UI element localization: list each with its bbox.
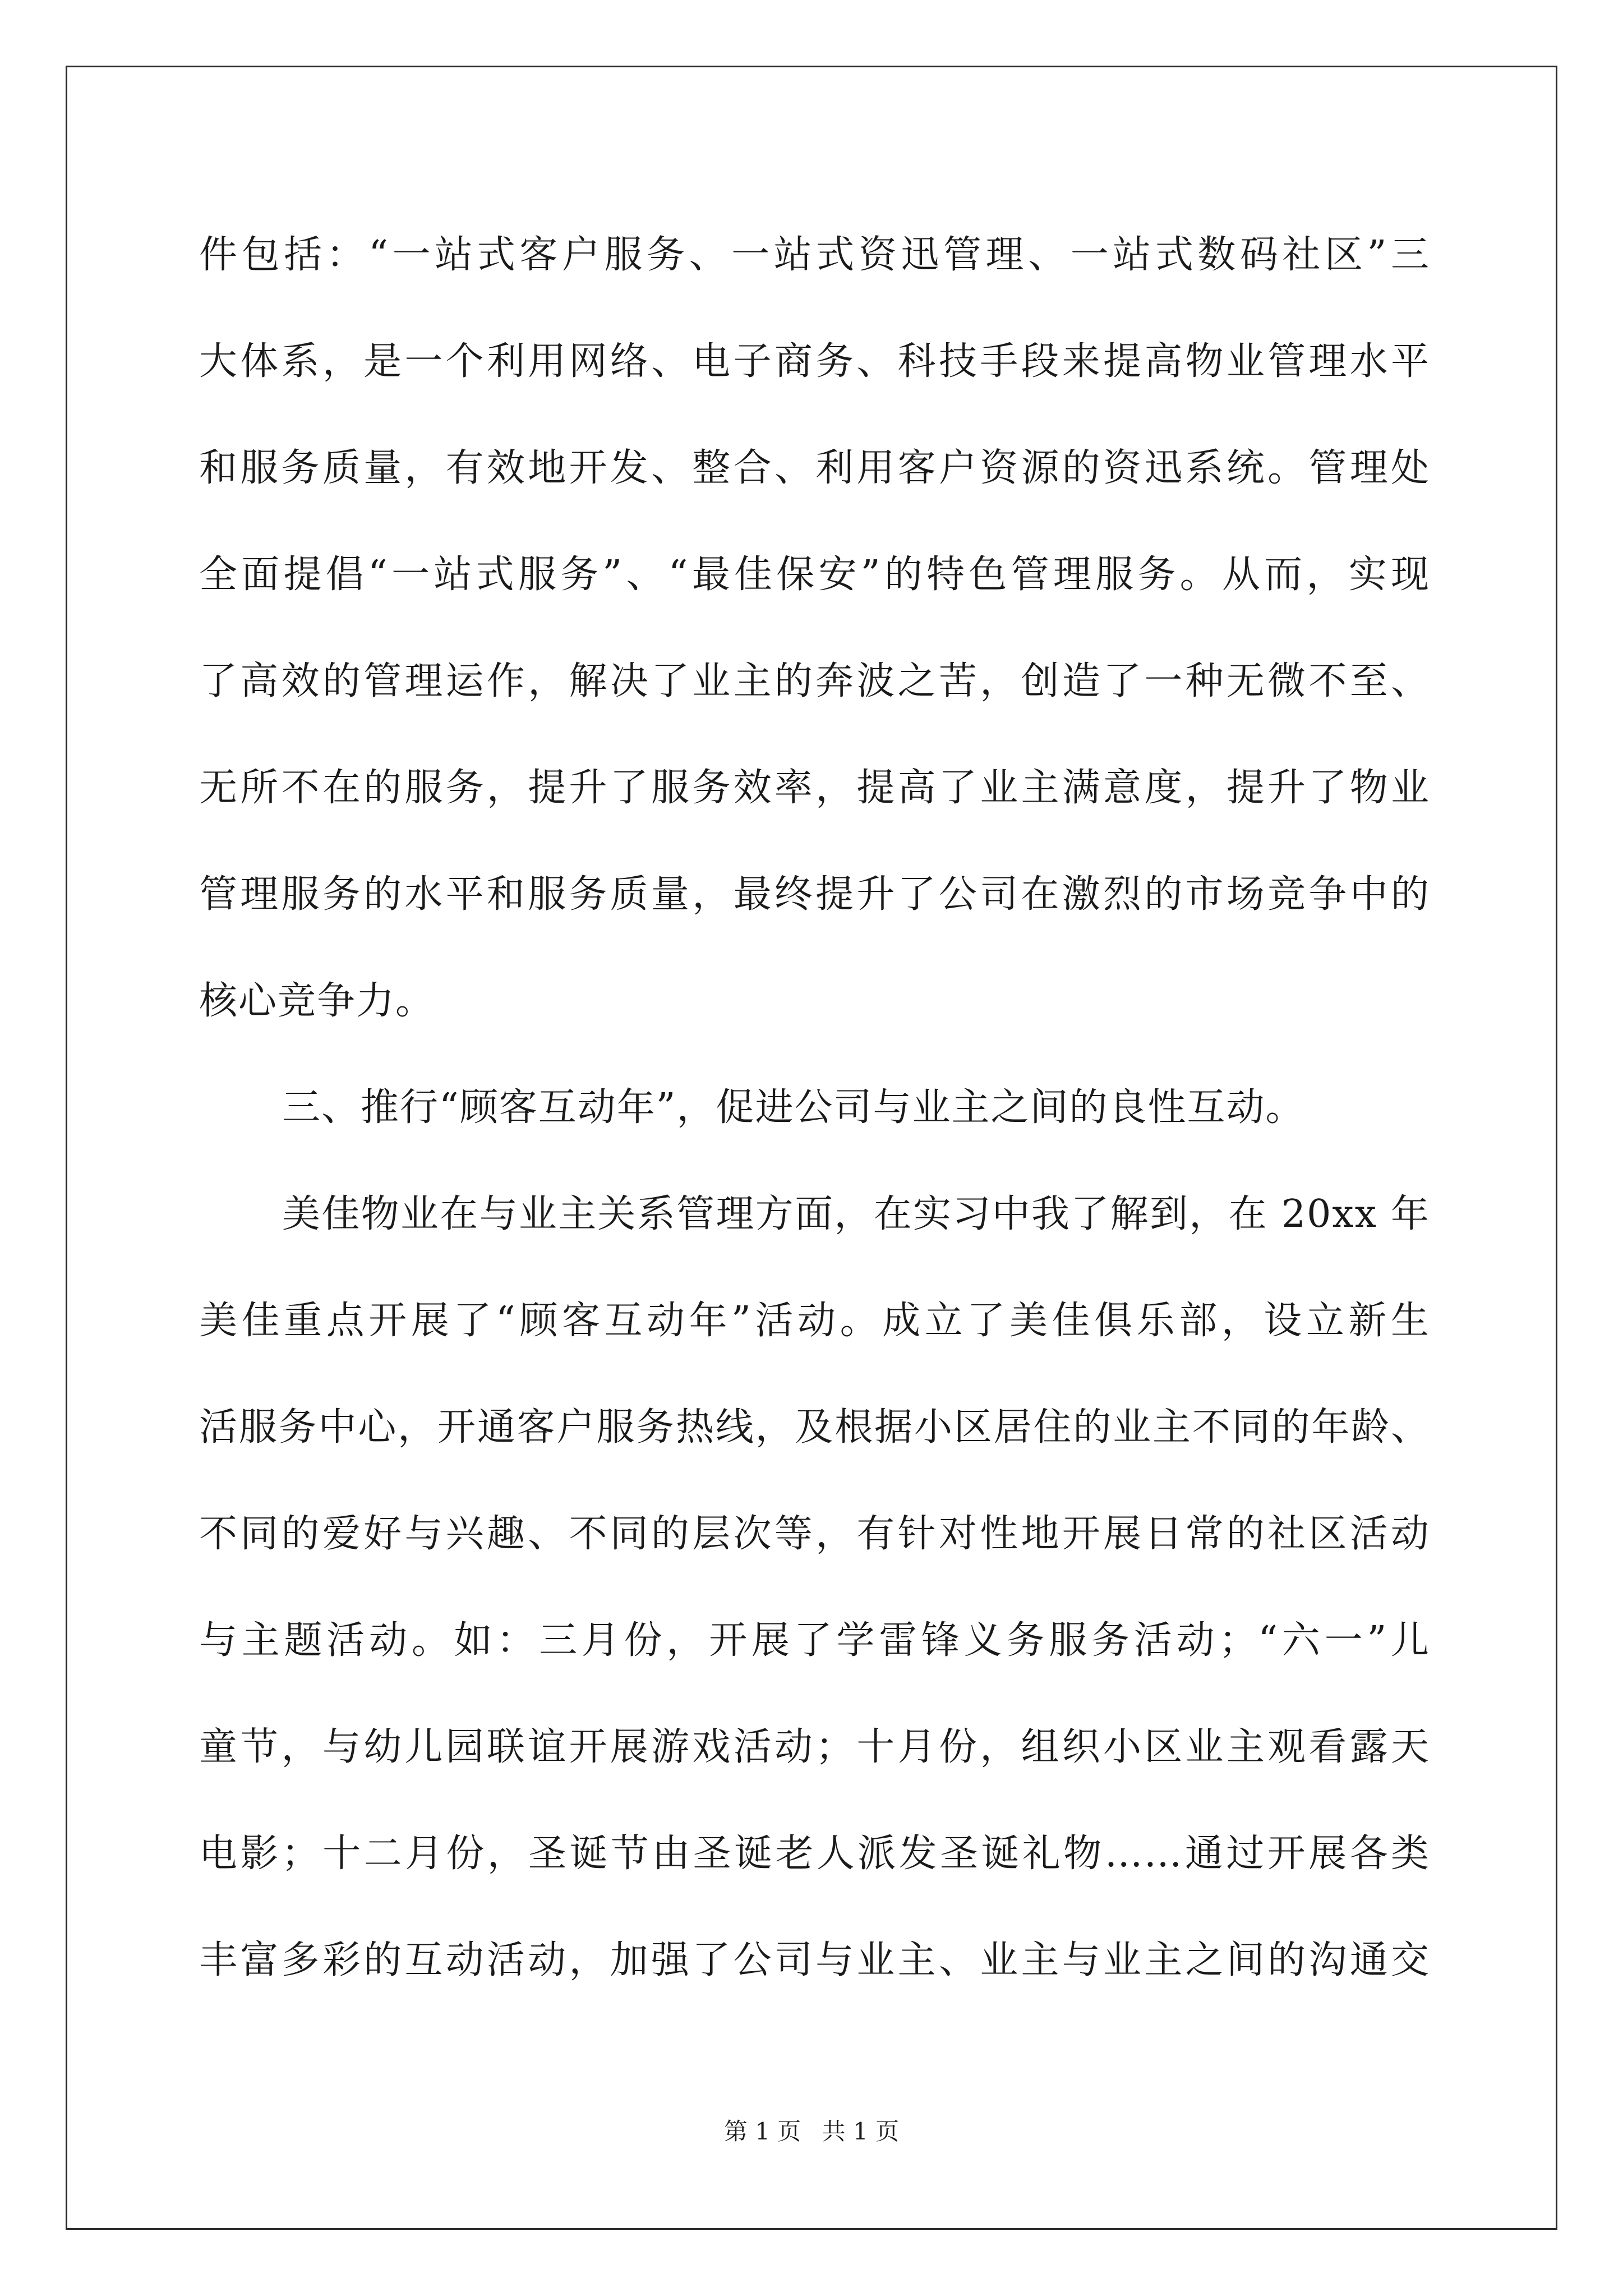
- text-line: 不同的爱好与兴趣、不同的层次等，有针对性地开展日常的社区活动: [199, 1512, 1430, 1556]
- text-line: 与主题活动。如：三月份，开展了学雷锋义务服务活动；“六一”儿: [199, 1618, 1430, 1663]
- text-line: 美佳重点开展了“顾客互动年”活动。成立了美佳俱乐部，设立新生: [199, 1299, 1430, 1343]
- total-pages: 共 1 页: [822, 2118, 900, 2145]
- text-line: 全面提倡“一站式服务”、“最佳保安”的特色管理服务。从而，实现: [199, 553, 1430, 597]
- text-line: 件包括：“一站式客户服务、一站式资迅管理、一站式数码社区”三: [199, 233, 1430, 277]
- section-heading: 三、推行“顾客互动年”，促进公司与业主之间的良性互动。: [282, 1085, 1305, 1130]
- page-footer: [0, 2115, 1623, 2148]
- text-line: 大体系，是一个利用网络、电子商务、科技手段来提高物业管理水平: [199, 339, 1430, 384]
- text-line: 核心竞争力。: [199, 979, 435, 1023]
- text-line: 美佳物业在与业主关系管理方面，在实习中我了解到，在 20xx 年: [282, 1192, 1430, 1236]
- text-line: 电影；十二月份，圣诞节由圣诞老人派发圣诞礼物……通过开展各类: [199, 1832, 1430, 1876]
- text-line: 活服务中心，开通客户服务热线，及根据小区居住的业主不同的年龄、: [199, 1405, 1430, 1450]
- document-body: [199, 202, 1430, 2014]
- text-line: 管理服务的水平和服务质量，最终提升了公司在激烈的市场竞争中的: [199, 872, 1430, 917]
- text-line: 童节，与幼儿园联谊开展游戏活动；十月份，组织小区业主观看露天: [199, 1725, 1430, 1769]
- page-number: 第 1 页: [723, 2118, 801, 2145]
- text-line: 和服务质量，有效地开发、整合、利用客户资源的资迅系统。管理处: [199, 446, 1430, 490]
- text-line: 无所不在的服务，提升了服务效率，提高了业主满意度，提升了物业: [199, 766, 1430, 810]
- text-line: 了高效的管理运作，解决了业主的奔波之苦，创造了一种无微不至、: [199, 659, 1430, 703]
- text-line: 丰富多彩的互动活动，加强了公司与业主、业主与业主之间的沟通交: [199, 1938, 1430, 1982]
